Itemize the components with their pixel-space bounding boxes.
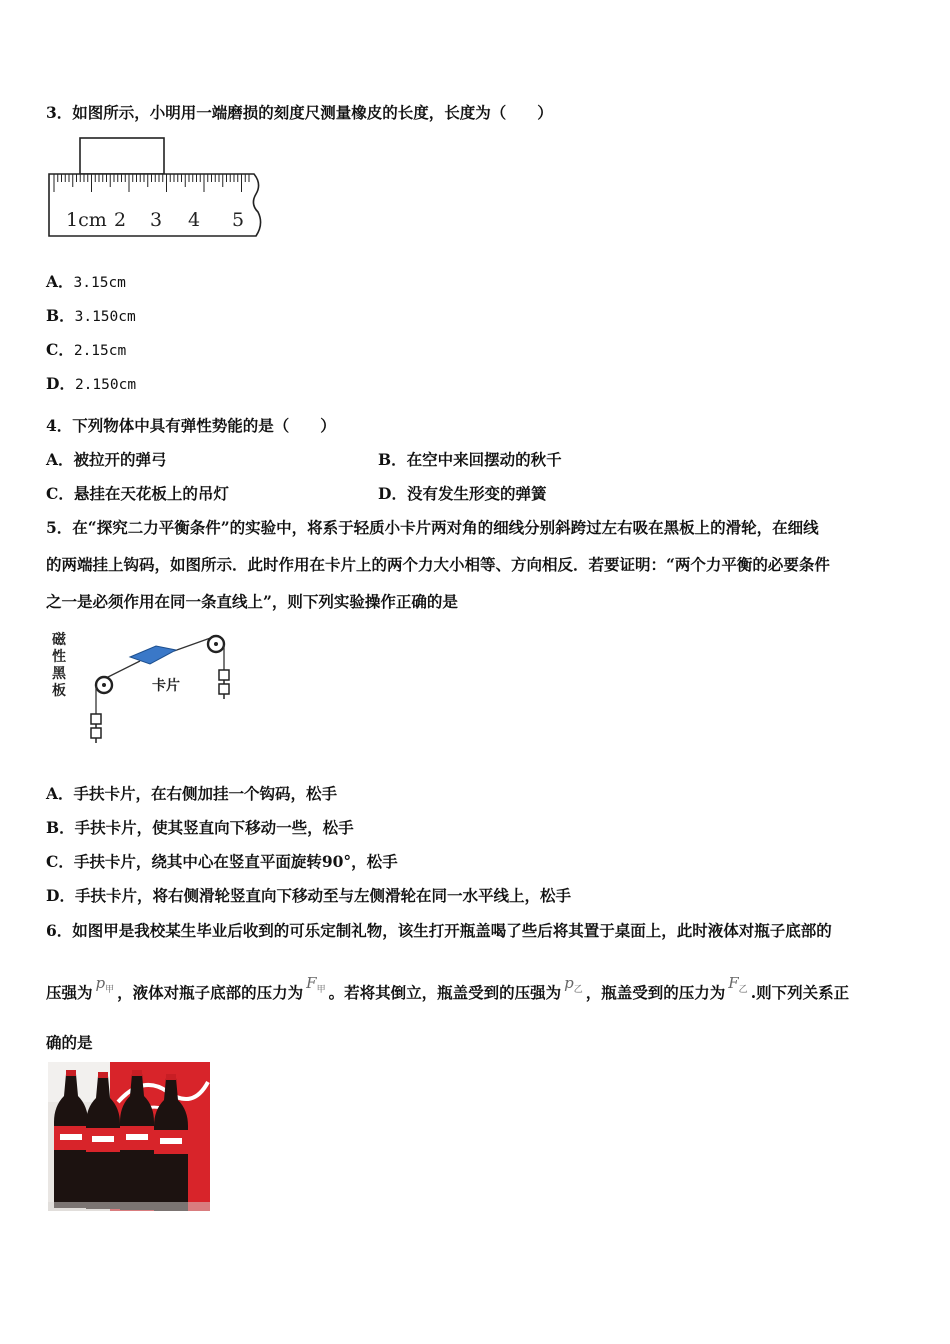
formula-p-jia: $p_甲$ [95,974,115,995]
q4-option-b[interactable]: B．在空中来回摆动的秋千 [378,450,562,469]
q3-option-b[interactable]: B．3.150cm [46,306,136,325]
q5-stem-line1: 5．在“探究二力平衡条件”的实验中，将系于轻质小卡片两对角的细线分别斜跨过左右吸在黑板上的滑轮，在细线 [46,518,819,537]
board-label-4: 板 [52,683,66,699]
left-weight-1 [91,714,101,724]
board-label-2: 性 [52,649,66,665]
ruler-label-2: 2 [114,209,127,231]
card-shape [130,646,176,664]
board-label-3: 黑 [52,666,66,682]
board-label-1: 磁 [52,632,66,648]
q6-stem-line3: 确的是 [46,1033,93,1052]
ruler-label-3: 3 [150,209,163,231]
right-weight-2 [219,684,229,694]
ruler-label-1: 1cm [66,209,107,231]
formula-f-yi: $F_乙$ [728,974,748,995]
right-weight-1 [219,670,229,680]
pulley-figure [48,628,248,750]
ruler-label-4: 4 [188,209,201,231]
q3-option-c[interactable]: C．2.15cm [46,340,127,359]
q3-option-d[interactable]: D．2.150cm [46,374,137,393]
q4-option-c[interactable]: C．悬挂在天花板上的吊灯 [46,484,229,503]
left-weight-2 [91,728,101,738]
q4-option-d[interactable]: D．没有发生形变的弹簧 [378,484,547,503]
q6-stem-line2: 压强为 $p_甲$ ，液体对瓶子底部的压力为 $F_甲$ 。若将其倒立，瓶盖受到的压强为 $p_乙$ ，瓶盖受到的压力为 $F_乙$ .则下列关系正 [46,974,850,1002]
left-string [106,661,140,678]
q3-option-a[interactable]: A．3.15cm [46,272,126,291]
q5-option-c[interactable]: C．手扶卡片，绕其中心在竖直平面旋转90°，松手 [46,852,398,871]
q5-stem-line2: 的两端挂上钩码，如图所示．此时作用在卡片上的两个力大小相等、方向相反．若要证明：“两个力平衡的必要条件 [46,555,830,574]
q5-stem-line3: 之一是必须作用在同一条直线上”，则下列实验操作正确的是 [46,592,458,611]
q6-stem-line1: 6．如图甲是我校某生毕业后收到的可乐定制礼物，该生打开瓶盖喝了些后将其置于桌面上，此时液体对瓶子底部的 [46,921,832,940]
q3-stem: 3．如图所示，小明用一端磨损的刻度尺测量橡皮的长度，长度为（ ） [46,103,553,122]
card-label: 卡片 [152,678,180,694]
q4-stem: 4．下列物体中具有弹性势能的是（ ） [46,416,336,435]
ruler-label-5: 5 [232,209,245,231]
q5-option-b[interactable]: B．手扶卡片，使其竖直向下移动一些，松手 [46,818,354,837]
cola-photo [48,1062,210,1211]
left-pulley-hub [102,683,106,687]
eraser [80,138,164,174]
right-pulley-hub [214,642,218,646]
q5-option-a[interactable]: A．手扶卡片，在右侧加挂一个钩码，松手 [46,784,338,803]
formula-f-jia: $F_甲$ [306,974,326,995]
q4-option-a[interactable]: A．被拉开的弹弓 [46,450,167,469]
q5-option-d[interactable]: D．手扶卡片，将右侧滑轮竖直向下移动至与左侧滑轮在同一水平线上，松手 [46,886,571,905]
ruler-figure [46,132,264,244]
formula-p-yi: $p_乙$ [564,974,583,995]
